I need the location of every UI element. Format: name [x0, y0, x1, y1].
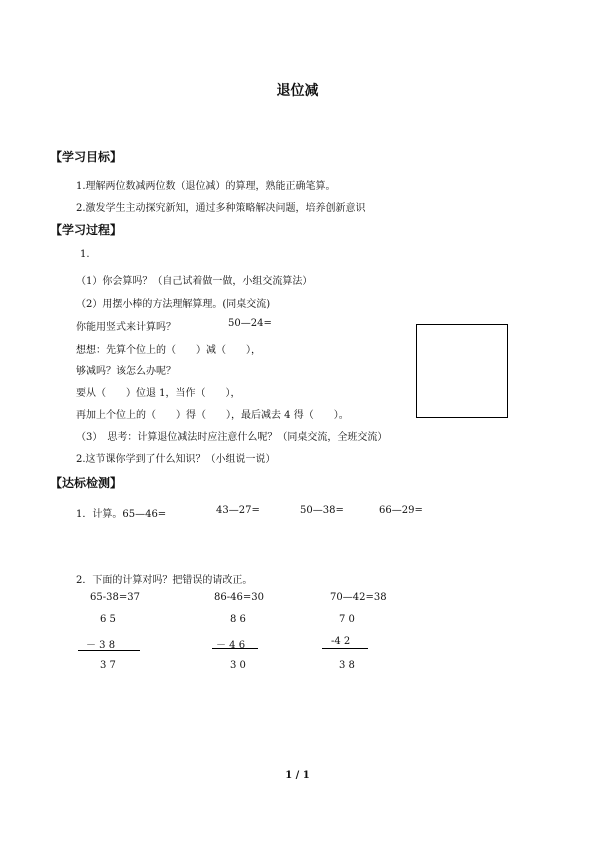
problem-3-top: 7 0: [339, 614, 355, 625]
section-heading-process: 【学习过程】: [50, 223, 123, 237]
process-question-3: （3） 思考：计算退位减法时应注意什么呢？（同桌交流，全班交流）: [76, 432, 388, 443]
problem-2-subtrahend: － 4 6: [216, 640, 246, 651]
problem-3-rule: [322, 648, 368, 649]
check-item-2-label: 2．下面的计算对吗？把错误的请改正。: [76, 575, 253, 586]
problem-1-top: 6 5: [100, 614, 116, 625]
process-item-2: 2.这节课你学到了什么知识？（小组说一说）: [76, 454, 276, 465]
problem-1-rule: [78, 650, 140, 651]
check-expression-2: 50—38=: [300, 505, 344, 516]
borrow-line: 要从（ ）位退 1，当作（ ），: [76, 388, 241, 399]
problem-1-subtrahend: － 3 8: [86, 640, 116, 651]
problem-1-result: 3 7: [100, 660, 116, 671]
process-question-2: （2）用摆小棒的方法理解算理。(同桌交流): [76, 299, 271, 310]
check-item-1-label: 1．计算。65—46=: [76, 509, 167, 520]
problem-1-equation: 65-38=37: [90, 592, 140, 603]
problem-2-result: 3 0: [230, 660, 246, 671]
answer-box: [416, 324, 508, 418]
problem-2-equation: 86-46=30: [214, 592, 264, 603]
page-title: 退位减: [276, 83, 319, 99]
think-line: 想想：先算个位上的（ ）减（ ），: [76, 345, 261, 356]
check-expression-3: 66—29=: [379, 505, 423, 516]
check-expression-1: 43—27=: [216, 505, 260, 516]
add-again-line: 再加上个位上的（ ）得（ ），最后减去 4 得（ ）。: [76, 410, 349, 421]
page-number: 1 / 1: [285, 770, 310, 781]
enough-line: 够减吗？该怎么办呢？: [76, 366, 176, 377]
process-question-1: （1）你会算吗？（自己试着做一做，小组交流算法）: [76, 276, 313, 287]
problem-2-top: 8 6: [230, 614, 246, 625]
vertical-prompt: 你能用竖式来计算吗？: [76, 322, 176, 333]
goal-2: 2.激发学生主动探究新知，通过多种策略解决问题，培养创新意识: [76, 203, 366, 214]
section-heading-goals: 【学习目标】: [50, 150, 123, 164]
goal-1: 1.理解两位数减两位数（退位减）的算理，熟能正确笔算。: [76, 181, 336, 192]
vertical-expression: 50—24=: [228, 318, 272, 329]
process-item-1: 1.: [80, 249, 90, 260]
problem-3-subtrahend: -4 2: [331, 636, 351, 647]
problem-3-equation: 70—42=38: [330, 592, 387, 603]
problem-3-result: 3 8: [339, 660, 355, 671]
section-heading-check: 【达标检测】: [50, 476, 123, 490]
problem-2-rule: [212, 648, 258, 649]
